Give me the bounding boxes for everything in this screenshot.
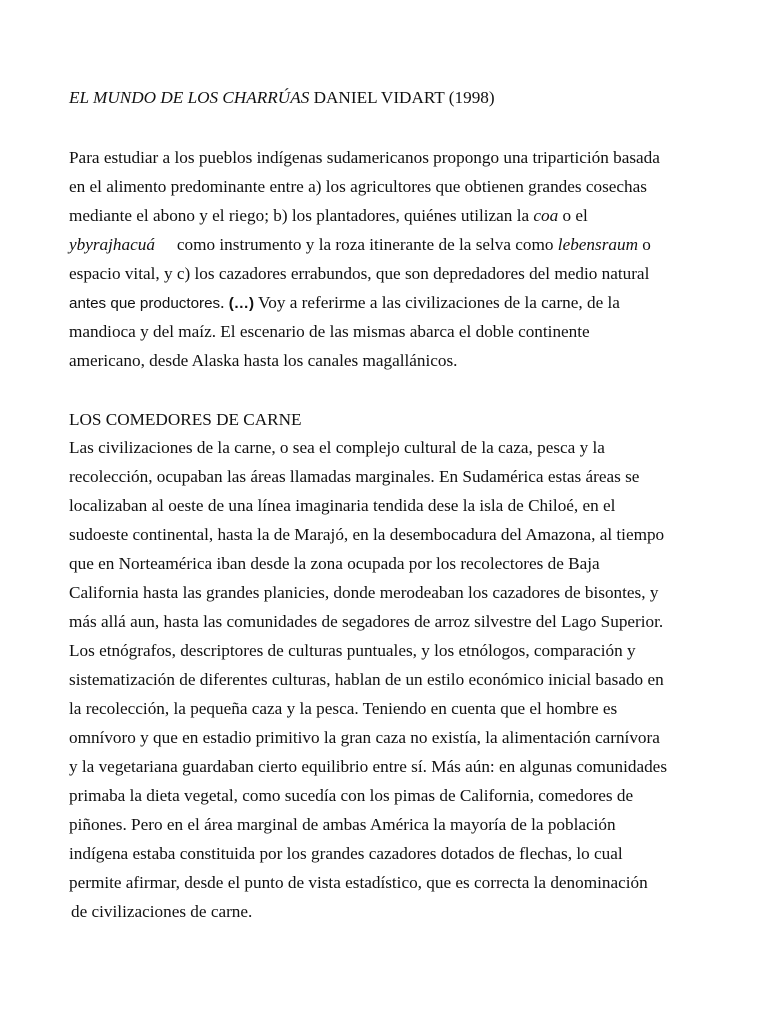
p1-line-4 (69, 234, 651, 256)
p2-line: sudoeste continental, hasta la de Marajó, en la desembocadura del Amazona, al tiempo (69, 525, 665, 544)
p1-line-4-d: o (638, 235, 651, 254)
title-author-year: DANIEL VIDART (1998) (309, 88, 495, 107)
p2-line: recolección, ocupaban las áreas llamadas marginales. En Sudamérica estas áreas se (69, 467, 640, 486)
p1-ellipsis: (…) (228, 295, 255, 312)
p1-word-coa: coa (533, 206, 559, 225)
p1-line-3-a: mediante el abono y el riego; b) los plantadores, quiénes utilizan la (69, 206, 534, 225)
p1-line-6 (69, 292, 620, 315)
p2-line: sistematización de diferentes culturas, hablan de un estilo económico inicial basado en (69, 670, 664, 689)
p2-line: Los etnógrafos, descriptores de culturas puntuales, y los etnólogos, comparación y (69, 641, 636, 660)
p2-line: la recolección, la pequeña caza y la pesca. Teniendo en cuenta que el hombre es (69, 699, 618, 718)
p2-line: permite afirmar, desde el punto de vista estadístico, que es correcta la denominación (69, 873, 648, 892)
p2-line: indígena estaba constituida por los grandes cazadores dotados de flechas, lo cual (69, 844, 623, 863)
p1-word-lebensraum: lebensraum (557, 235, 638, 254)
section-heading: LOS COMEDORES DE CARNE (69, 410, 302, 429)
p1-line-3 (69, 205, 588, 227)
p2-line: de civilizaciones de carne. (71, 902, 253, 921)
title-italic: EL MUNDO DE LOS CHARRÚAS (69, 88, 310, 107)
p1-line-2: en el alimento predominante entre a) los agricultores que obtienen grandes cosechas (69, 177, 647, 196)
p1-word-ybyrajhacua: ybyrajhacuá (69, 235, 155, 254)
p2-line: piñones. Pero en el área marginal de ambas América la mayoría de la población (69, 815, 616, 834)
p2-line: Las civilizaciones de la carne, o sea el complejo cultural de la caza, pesca y la (69, 438, 605, 457)
p2-line: más allá aun, hasta las comunidades de segadores de arroz silvestre del Lago Superior. (69, 612, 664, 631)
p1-line-4-b: como instrumento y la roza itinerante de la selva como (176, 235, 558, 254)
document-title (69, 87, 495, 109)
p2-line: localizaban al oeste de una línea imaginaria tendida dese la isla de Chiloé, en el (69, 496, 616, 515)
p1-line-6-dot: . (220, 293, 229, 312)
p1-line-8: americano, desde Alaska hasta los canales magallánicos. (69, 351, 458, 370)
p2-line: California hasta las grandes planicies, donde merodeaban los cazadores de bisontes, y (69, 583, 659, 602)
p1-line-7: mandioca y del maíz. El escenario de las mismas abarca el doble continente (69, 322, 590, 341)
p2-line: primaba la dieta vegetal, como sucedía con los pimas de California, comedores de (69, 786, 634, 805)
p2-line: omnívoro y que en estadio primitivo la gran caza no existía, la alimentación carnívora (69, 728, 660, 747)
p2-line: que en Norteamérica iban desde la zona ocupada por los recolectores de Baja (69, 554, 600, 573)
p1-antes-que-productores: antes que productores (69, 295, 221, 312)
p1-line-3-b: o el (558, 206, 588, 225)
p1-line-6-rest: Voy a referirme a las civilizaciones de la carne, de la (254, 293, 620, 312)
p1-line-1: Para estudiar a los pueblos indígenas sudamericanos propongo una tripartición basada (69, 148, 660, 167)
p1-line-5: espacio vital, y c) los cazadores errabundos, que son depredadores del medio natural (69, 264, 650, 283)
p2-line: y la vegetariana guardaban cierto equilibrio entre sí. Más aún: en algunas comunidades (69, 757, 668, 776)
